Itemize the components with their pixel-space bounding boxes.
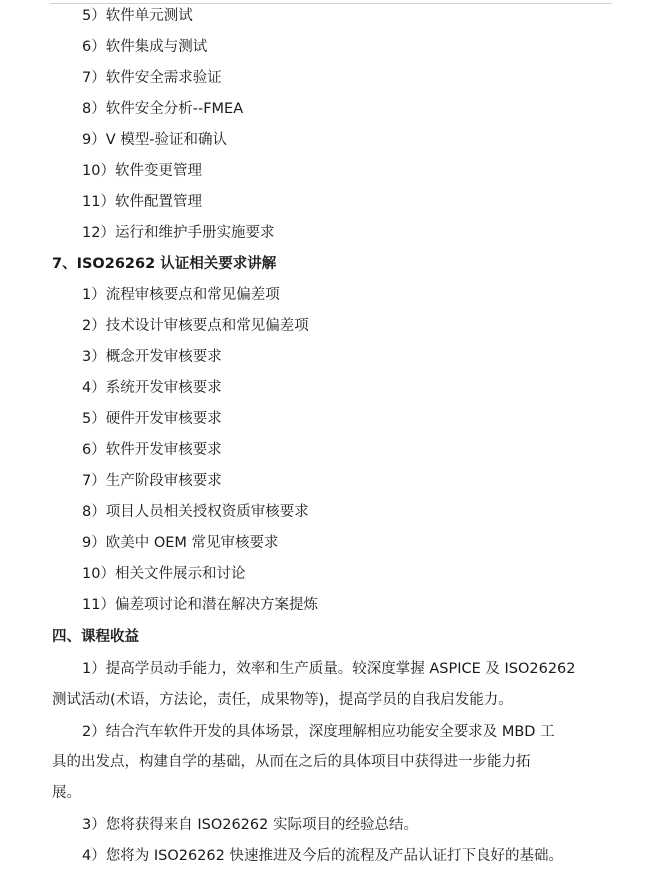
list-item: 9）欧美中 OEM 常见审核要求 bbox=[82, 535, 279, 551]
list-item: 11）偏差项讨论和潜在解决方案提炼 bbox=[82, 597, 318, 613]
list-item: 7）生产阶段审核要求 bbox=[82, 473, 222, 489]
list-item: 9）V 模型-验证和确认 bbox=[82, 132, 227, 148]
benefit-paragraph-2-line-1: 2）结合汽车软件开发的具体场景，深度理解相应功能安全要求及 MBD 工 bbox=[82, 724, 555, 740]
benefit-paragraph-3: 3）您将获得来自 ISO26262 实际项目的经验总结。 bbox=[82, 817, 418, 833]
list-item: 1）流程审核要点和常见偏差项 bbox=[82, 287, 280, 303]
list-item: 3）概念开发审核要求 bbox=[82, 349, 222, 365]
list-item: 5）软件单元测试 bbox=[82, 8, 193, 24]
section-heading-course-benefits: 四、课程收益 bbox=[52, 629, 139, 645]
list-item: 10）软件变更管理 bbox=[82, 163, 202, 179]
list-item: 6）软件开发审核要求 bbox=[82, 442, 222, 458]
list-item: 6）软件集成与测试 bbox=[82, 39, 208, 55]
list-item: 12）运行和维护手册实施要求 bbox=[82, 225, 275, 241]
benefit-paragraph-2-line-3: 展。 bbox=[52, 785, 81, 801]
list-item: 8）项目人员相关授权资质审核要求 bbox=[82, 504, 309, 520]
list-item: 11）软件配置管理 bbox=[82, 194, 202, 210]
list-item: 8）软件安全分析--FMEA bbox=[82, 101, 244, 117]
benefit-paragraph-1-line-1: 1）提高学员动手能力，效率和生产质量。较深度掌握 ASPICE 及 ISO26262 bbox=[82, 661, 576, 677]
section-heading-iso26262: 7、ISO26262 认证相关要求讲解 bbox=[52, 256, 277, 272]
list-item: 2）技术设计审核要点和常见偏差项 bbox=[82, 318, 309, 334]
benefit-paragraph-1-line-2: 测试活动(术语，方法论，责任，成果物等)，提高学员的自我启发能力。 bbox=[52, 692, 513, 708]
list-item: 7）软件安全需求验证 bbox=[82, 70, 222, 86]
benefit-paragraph-4: 4）您将为 ISO26262 快速推进及今后的流程及产品认证打下良好的基础。 bbox=[82, 848, 563, 864]
list-item: 10）相关文件展示和讨论 bbox=[82, 566, 246, 582]
benefit-paragraph-2-line-2: 具的出发点，构建自学的基础，从而在之后的具体项目中获得进一步能力拓 bbox=[52, 754, 531, 770]
list-item: 4）系统开发审核要求 bbox=[82, 380, 222, 396]
list-item: 5）硬件开发审核要求 bbox=[82, 411, 222, 427]
